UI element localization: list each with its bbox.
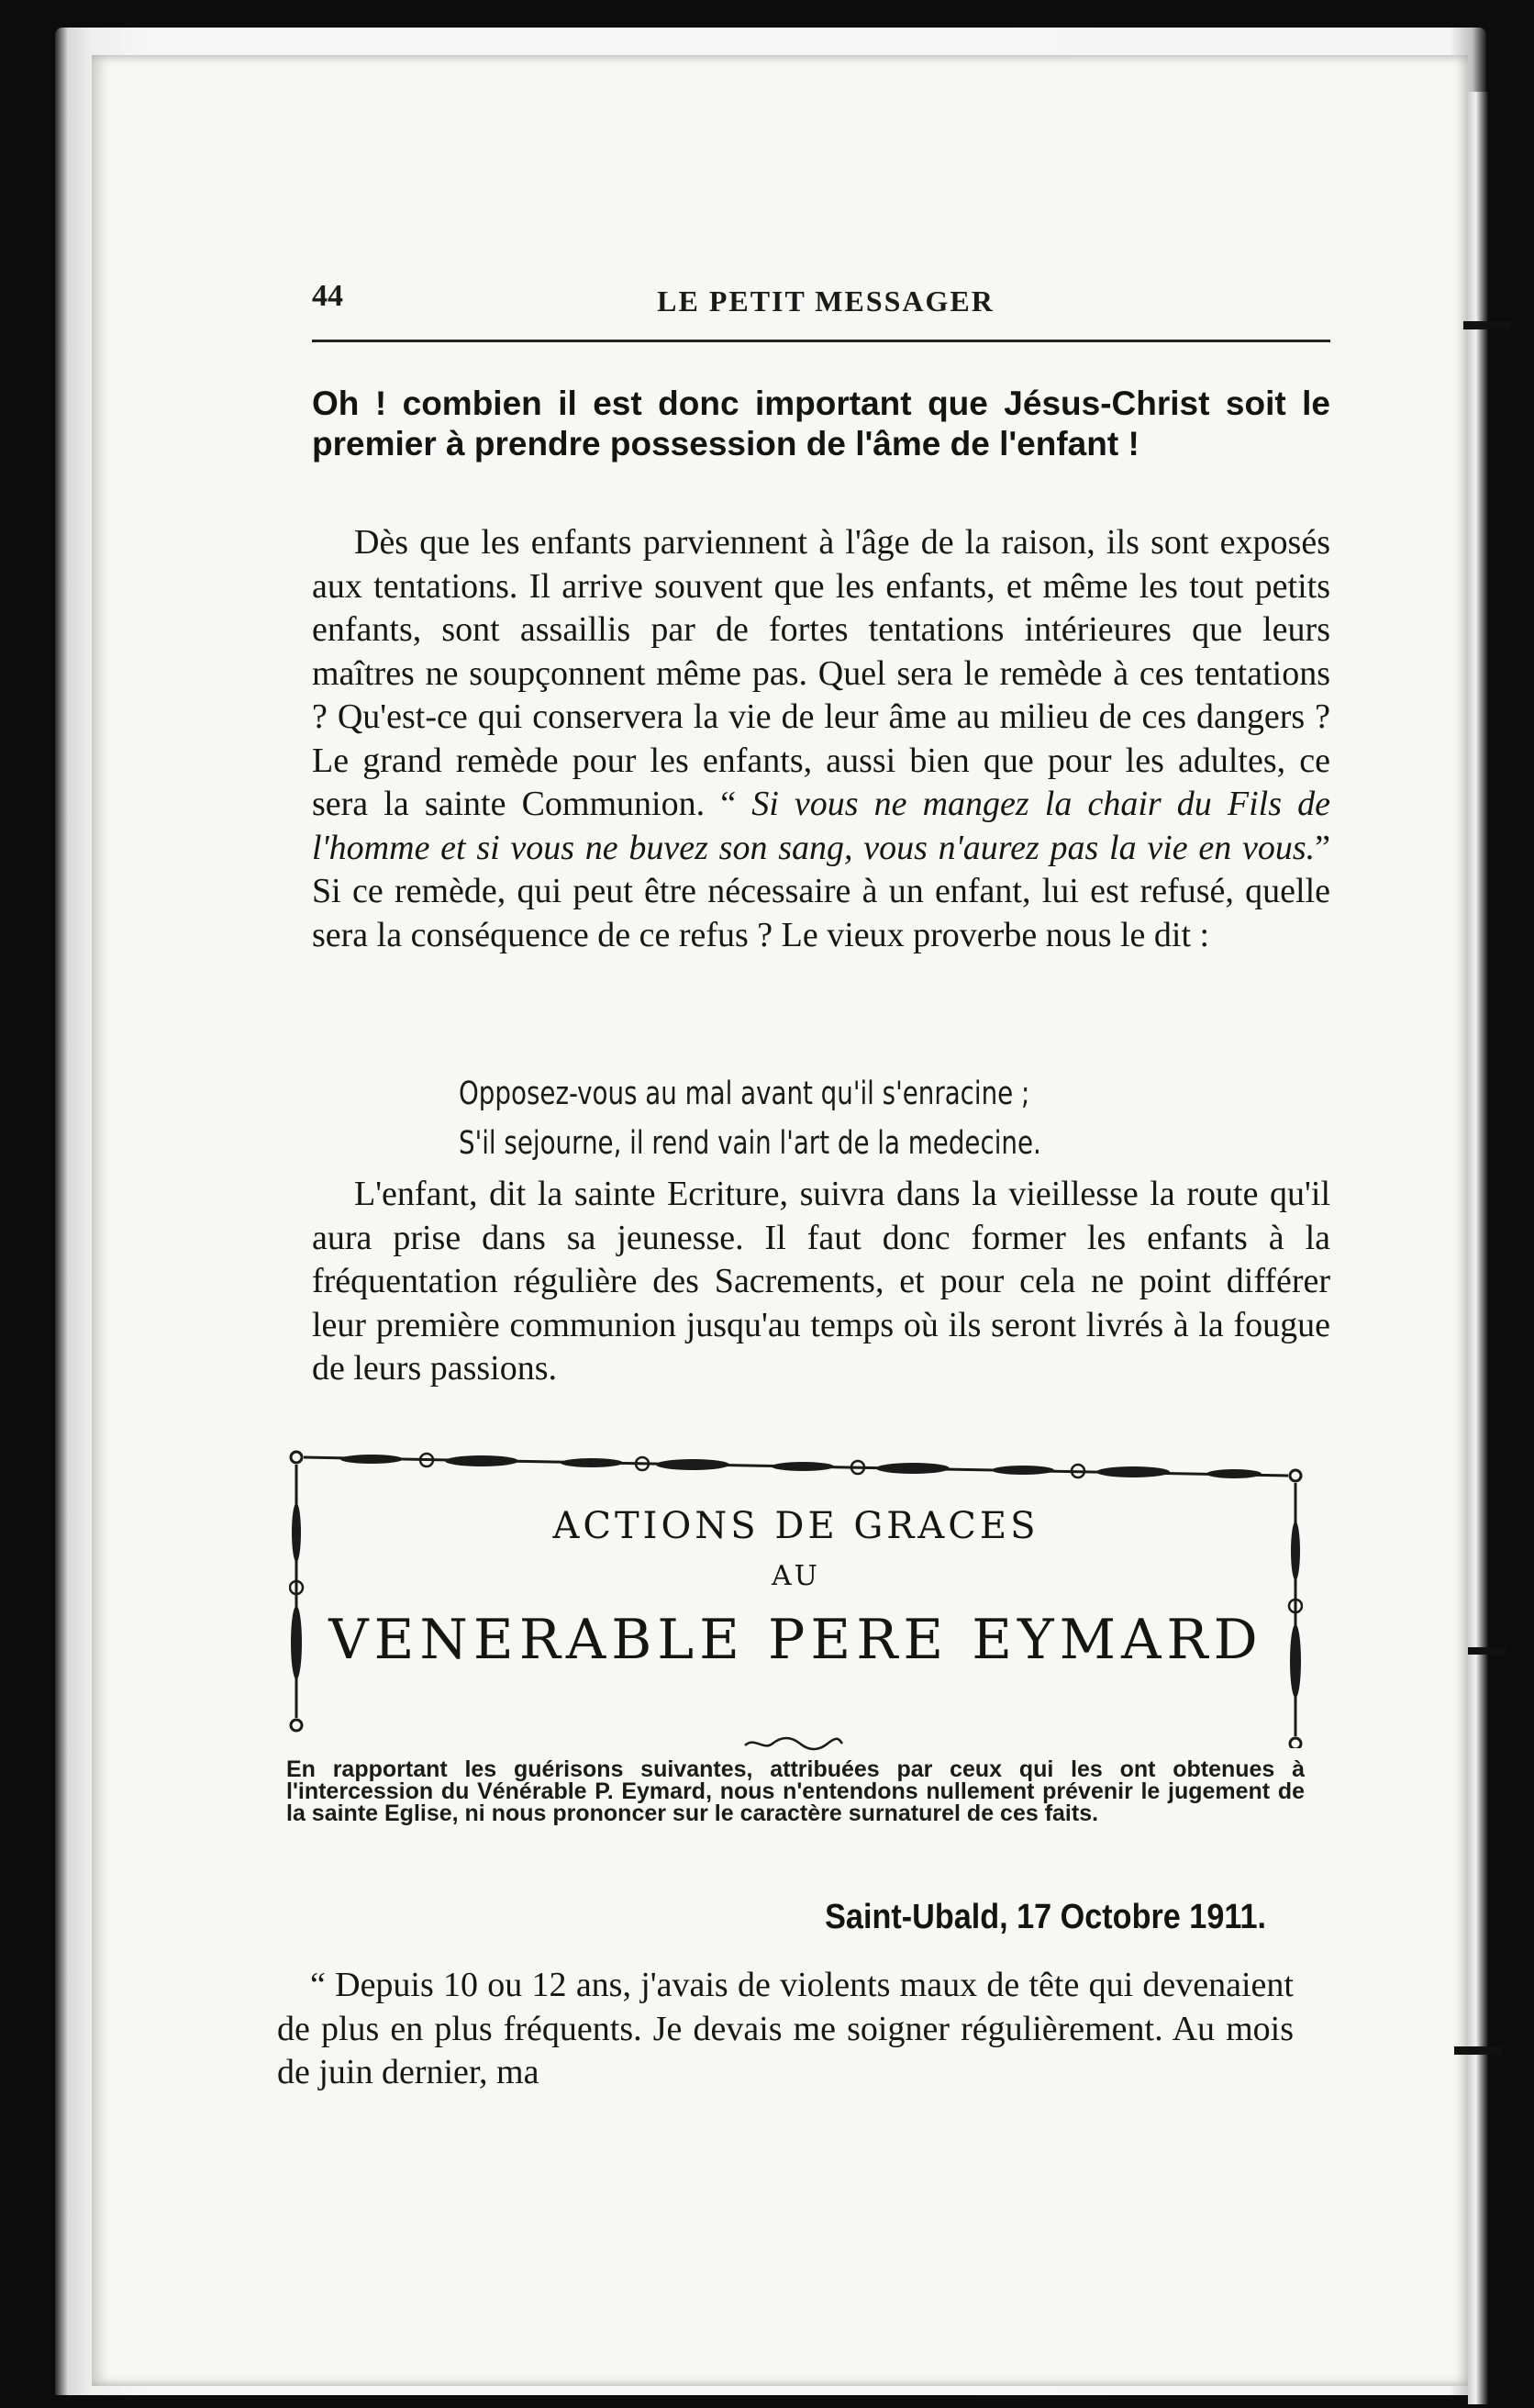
separator-ornament [743, 1736, 844, 1751]
edge-mark [1463, 321, 1511, 329]
page-number: 44 [312, 279, 343, 313]
body-paragraph: L'enfant, dit la sainte Ecriture, suivra dans la vieillesse la route qu'il aura prise dans sa jeunesse. Il faut donc former les enfants à la fréquentation régulière des Sacrements, et pour cela ne point différer leur première communion jusqu'au temps où ils seront livrés à la fougue de leurs passions. [312, 1175, 1330, 1388]
body-paragraph: “ Depuis 10 ou 12 ans, j'avais de violents maux de tête qui devenaient de plus en plus fréquents. Je devais me soigner régulièrement. Au mois de juin dernier, ma [277, 1966, 1294, 2091]
edge-mark [1454, 2046, 1502, 2055]
book-edge [1468, 92, 1488, 2404]
edge-mark [1468, 1647, 1506, 1655]
body-paragraph [312, 521, 1330, 957]
proverb-line: S'il sejourne, il rend vain l'art de la medecine. [459, 1125, 1041, 1162]
proverb-line: Opposez-vous au mal avant qu'il s'enracine ; [459, 1076, 1030, 1112]
quote-close: ” [1315, 828, 1330, 867]
section-heading-line: VENERABLE PERE EYMARD [328, 1608, 1263, 1672]
disclaimer-note: En rapportant les guérisons suivantes, attribuées par ceux qui les ont obtenues à l'intercession du Vénérable P. Eymard, nous n'entendons nullement prévenir le jugement de la sainte Eglise, ni nous prononcer sur le caractère surnaturel de ces faits. [286, 1756, 1305, 1826]
journal-title: LE PETIT MESSAGER [657, 284, 995, 318]
scripture-quote: Si vous ne mangez la chair du Fils de l'homme et si vous ne buvez son sang, vous n'aurez pas la vie en vous. [312, 785, 1330, 867]
running-head [312, 275, 1330, 342]
frame-ornament [289, 1450, 1303, 1748]
section-heading-line: AU [772, 1560, 820, 1592]
paragraph-text: Dès que les enfants parviennent à l'âge de la raison, ils sont exposés aux tentations. Il arrive souvent que les enfants, et même les tout petits enfants, sont assaillis par de fortes tentations intérieures que leurs maîtres ne soupçonnent même pas. Quel sera le remède à ces tentations ? Qu'est-ce qui conservera la vie de leur âme au milieu de ces dangers ? Le grand remède pour les enfants, aussi bien que pour les adultes, ce sera la sainte Communion. [312, 523, 1330, 823]
ornamental-frame [289, 1450, 1303, 1748]
dateline: Saint-Ubald, 17 Octobre 1911. [825, 1898, 1266, 1936]
paragraph-continuation: Si ce remède, qui peut être nécessaire à un enfant, lui est refusé, quelle sera la conséquence de ce refus ? Le vieux proverbe nous le dit : [312, 872, 1330, 954]
lead-paragraph: Oh ! combien il est donc important que Jésus-Christ soit le premier à prendre possession de l'âme de l'enfant ! [312, 385, 1330, 463]
quote-open: “ [705, 785, 752, 823]
section-heading-line: ACTIONS DE GRACES [552, 1505, 1039, 1547]
